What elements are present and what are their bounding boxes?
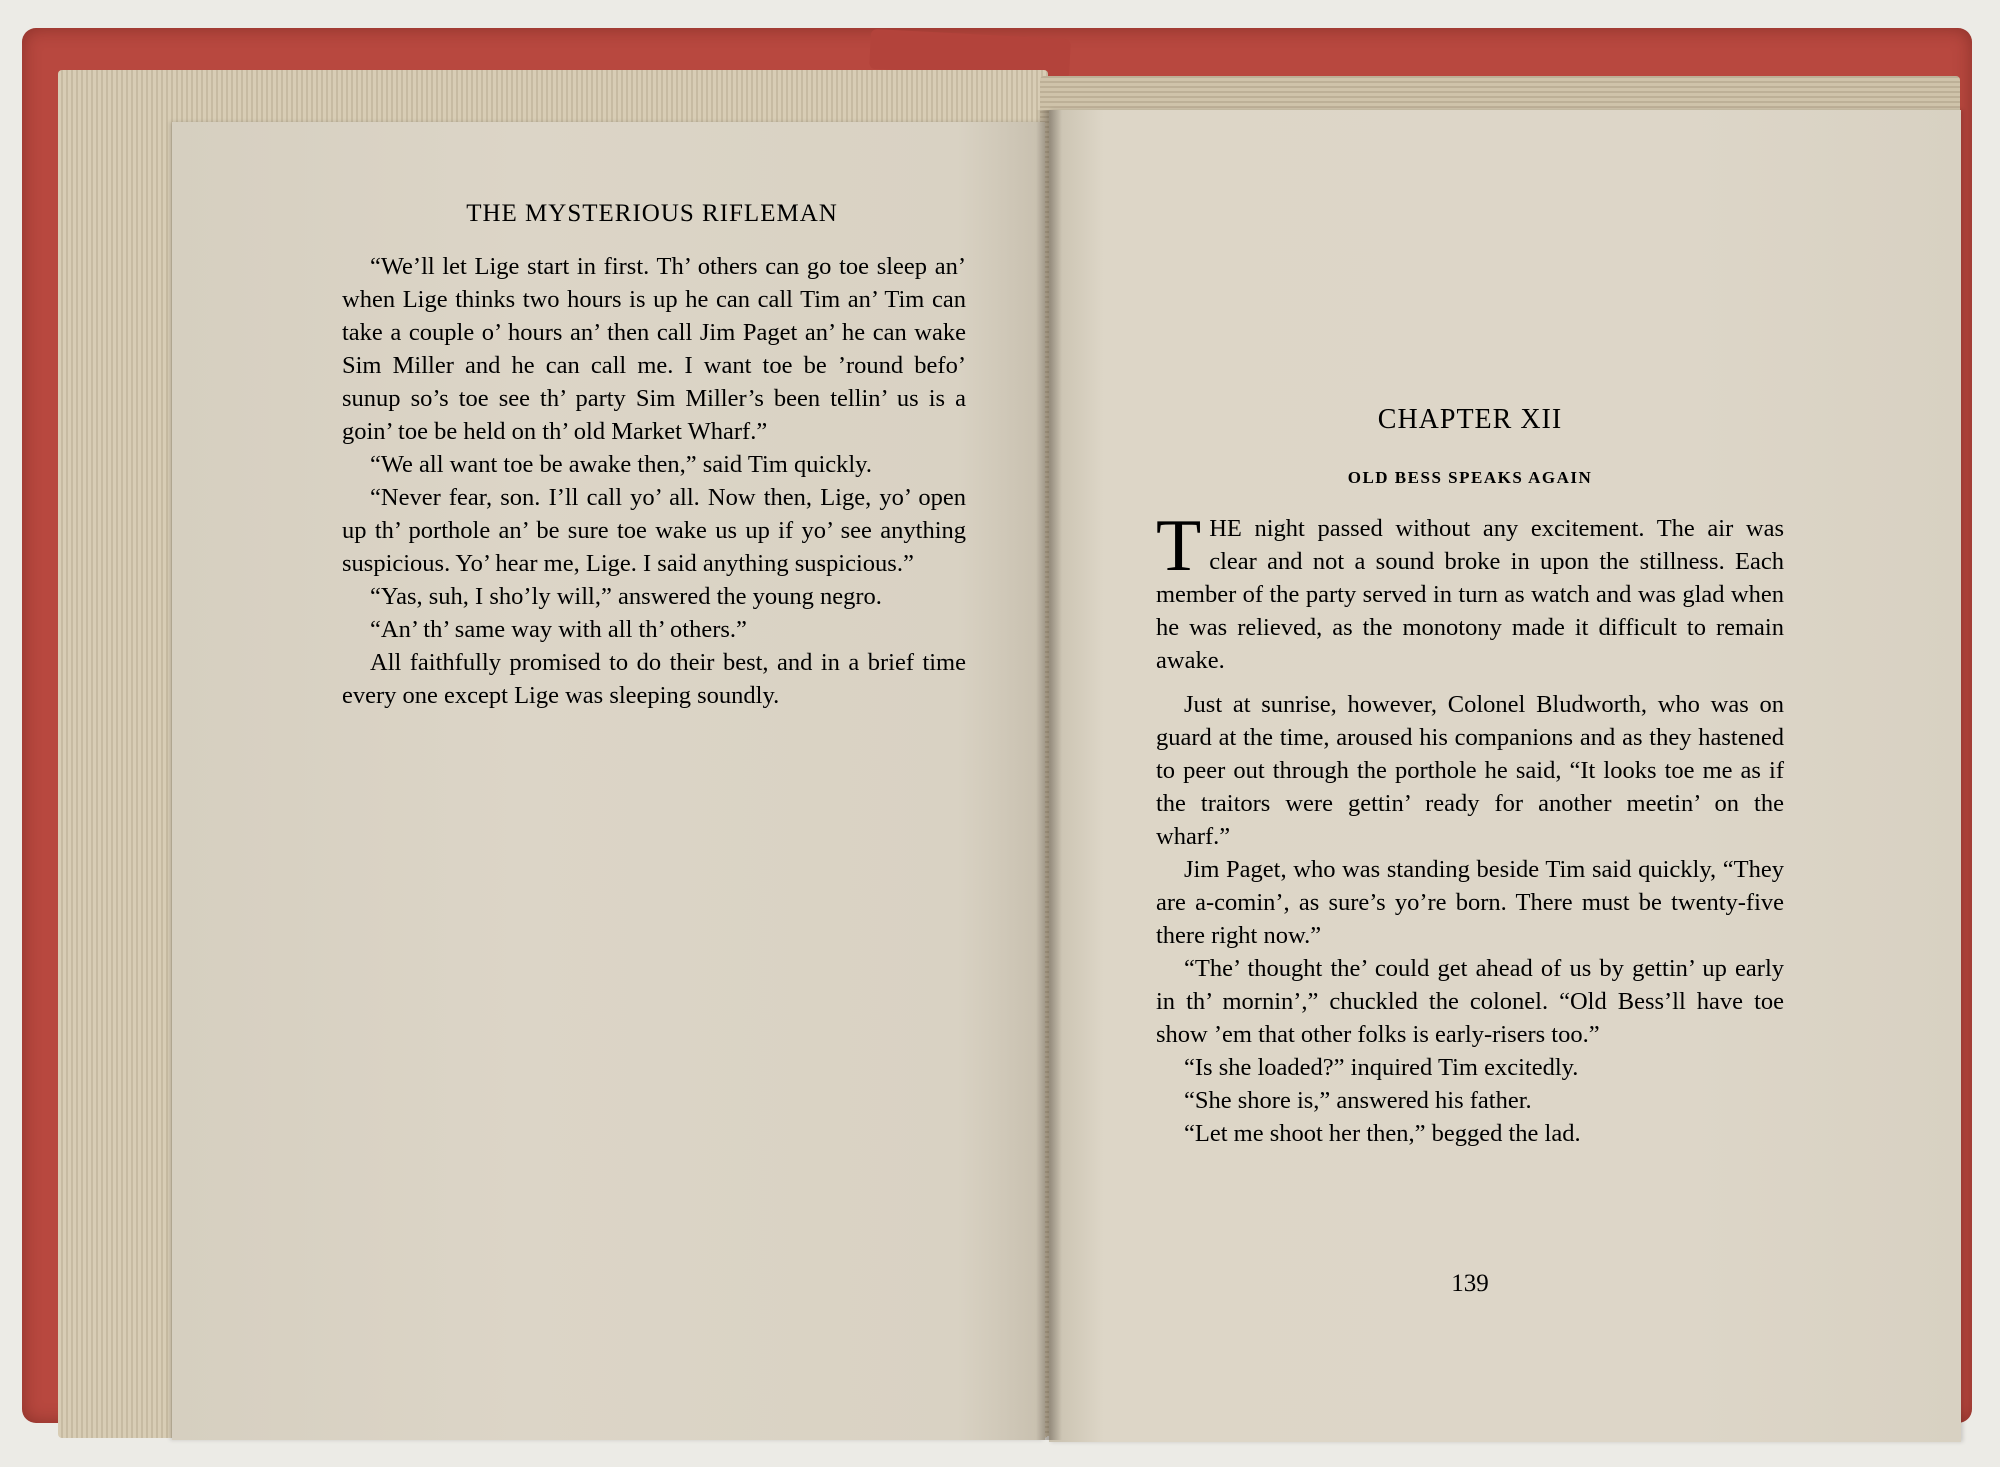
paragraph: All faithfully promised to do their best, and in a brief time every one except Lige was sleeping soundly. (342, 649, 966, 709)
paragraph: “Yas, suh, I sho’ly will,” answered the young negro. (370, 583, 882, 610)
paragraph: “An’ th’ same way with all th’ others.” (370, 616, 747, 643)
paragraph: “Is she loaded?” inquired Tim excitedly. (1184, 1054, 1579, 1081)
page-number: 139 (1451, 1270, 1489, 1297)
left-page-text (342, 250, 966, 712)
book-gutter (1036, 110, 1062, 1440)
opening-paragraph-text: HE night passed without any excitement. The air was clear and not a sound broke in upon the stillness. Each member of the party served in turn as watch and was glad when he was relieved, as the monotony made it difficult to remain awake. (1156, 515, 1784, 674)
right-page-text (1156, 688, 1784, 1150)
running-head: THE MYSTERIOUS RIFLEMAN (466, 200, 838, 227)
paragraph: “We’ll let Lige start in first. Th’ others can go toe sleep an’ when Lige thinks two hours is up he can call Tim an’ Tim can take a couple o’ hours an’ then call Jim Paget an’ he can wake Sim Miller and he can call me. I want toe be ’round befo’ sunup so’s toe see th’ party Sim Miller’s been tellin’ us is a goin’ toe be held on th’ old Market Wharf.” (342, 253, 966, 445)
paragraph: Just at sunrise, however, Colonel Bludworth, who was on guard at the time, aroused his companions and as they hastened to peer out through the porthole he said, “It looks toe me as if the traitors were gettin’ ready for another meetin’ on the wharf.” (1156, 691, 1784, 850)
paragraph: “We all want toe be awake then,” said Tim quickly. (370, 451, 872, 478)
opening-paragraph (1156, 505, 1784, 677)
paragraph: “The’ thought the’ could get ahead of us by gettin’ up early in th’ mornin’,” chuckled the colonel. “Old Bess’ll have toe show ’em that other folks is early-risers too.” (1156, 955, 1784, 1048)
paragraph: “She shore is,” answered his father. (1184, 1087, 1532, 1114)
chapter-subtitle: OLD BESS SPEAKS AGAIN (1347, 468, 1593, 487)
paragraph: “Let me shoot her then,” begged the lad. (1184, 1120, 1581, 1147)
drop-cap: T (1156, 505, 1202, 587)
chapter-title: CHAPTER XII (1377, 404, 1563, 435)
paragraph: Jim Paget, who was standing beside Tim said quickly, “They are a-comin’, as sure’s yo’re born. There must be twenty-five there right now.” (1156, 856, 1784, 949)
paragraph: “Never fear, son. I’ll call yo’ all. Now then, Lige, yo’ open up th’ porthole an’ be sure toe wake us up if yo’ see anything suspicious. Yo’ hear me, Lige. I said anything suspicious.” (342, 484, 966, 577)
